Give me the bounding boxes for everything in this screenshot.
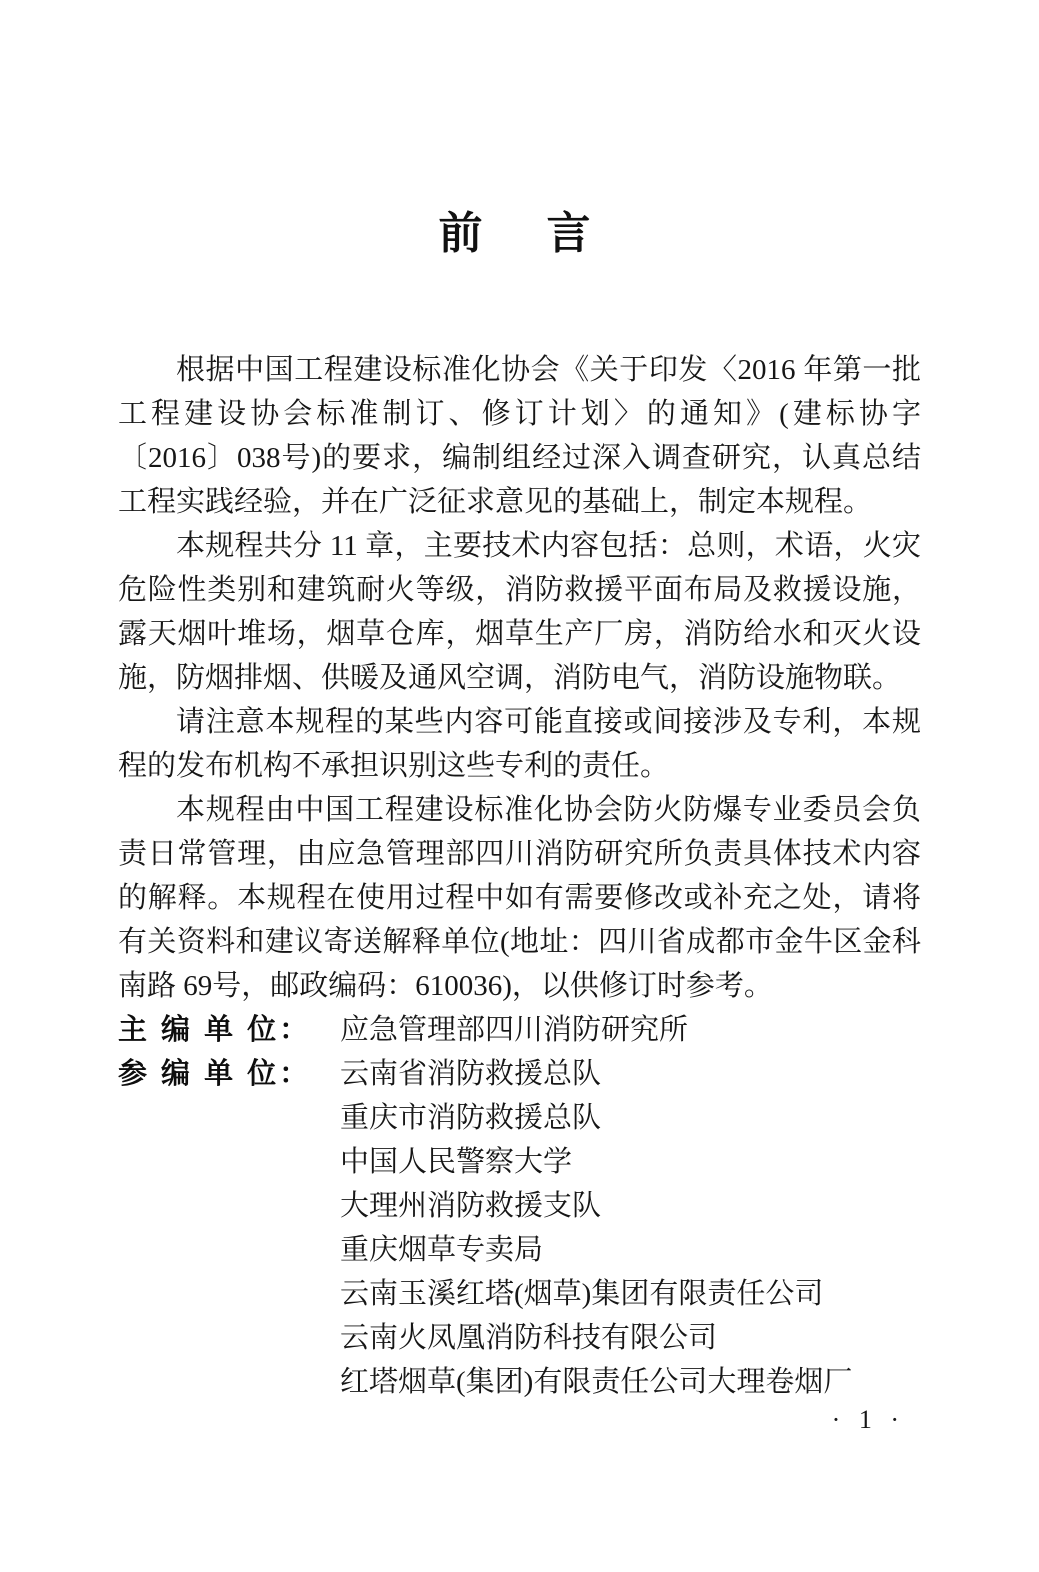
participating-editor-item: 重庆市消防救援总队 [340, 1102, 602, 1134]
participating-editors-label: 参 编 单 位： [118, 1058, 312, 1090]
participating-editor-item: 重庆烟草专卖局 [340, 1234, 544, 1266]
participating-editors-row [118, 1052, 921, 1404]
participating-editor-item: 云南火凤凰消防科技有限公司 [340, 1322, 718, 1354]
chief-editor-value: 应急管理部四川消防研究所 [340, 1014, 689, 1046]
participating-editor-item: 云南省消防救援总队 [340, 1058, 602, 1090]
paragraph-basis: 根据中国工程建设标准化协会《关于印发〈2016 年第一批工程建设协会标准制订、修订计划〉的通知》(建标协字〔2016〕038号)的要求，编制组经过深入调查研究，认真总结工程实践经验，并在广泛征求意见的基础上，制定本规程。 [118, 354, 921, 518]
chief-editor-row [118, 1008, 921, 1052]
participating-editor-item: 红塔烟草(集团)有限责任公司大理卷烟厂 [340, 1366, 853, 1398]
body-text [118, 348, 921, 1404]
participating-editors-list [340, 1052, 921, 1404]
paragraph-patent-notice: 请注意本规程的某些内容可能直接或间接涉及专利，本规程的发布机构不承担识别这些专利的责任。 [118, 706, 921, 782]
paragraph-management: 本规程由中国工程建设标准化协会防火防爆专业委员会负责日常管理，由应急管理部四川消防研究所负责具体技术内容的解释。本规程在使用过程中如有需要修改或补充之处，请将有关资料和建议寄送解释单位(地址：四川省成都市金牛区金科南路 69号，邮政编码：610036)，以供修订时参考。 [118, 794, 921, 1002]
page-title: 前 言 [438, 209, 601, 258]
chief-editor-label: 主 编 单 位： [118, 1014, 312, 1046]
paragraph-contents: 本规程共分 11 章，主要技术内容包括：总则，术语，火灾危险性类别和建筑耐火等级，消防救援平面布局及救援设施，露天烟叶堆场，烟草仓库，烟草生产厂房，消防给水和灭火设施，防烟排烟、供暖及通风空调，消防电气，消防设施物联。 [118, 530, 921, 694]
participating-editor-item: 大理州消防救援支队 [340, 1190, 602, 1222]
page-number: · 1 · [831, 1405, 905, 1434]
participating-editor-item: 云南玉溪红塔(烟草)集团有限责任公司 [340, 1278, 824, 1310]
participating-editor-item: 中国人民警察大学 [340, 1146, 573, 1178]
